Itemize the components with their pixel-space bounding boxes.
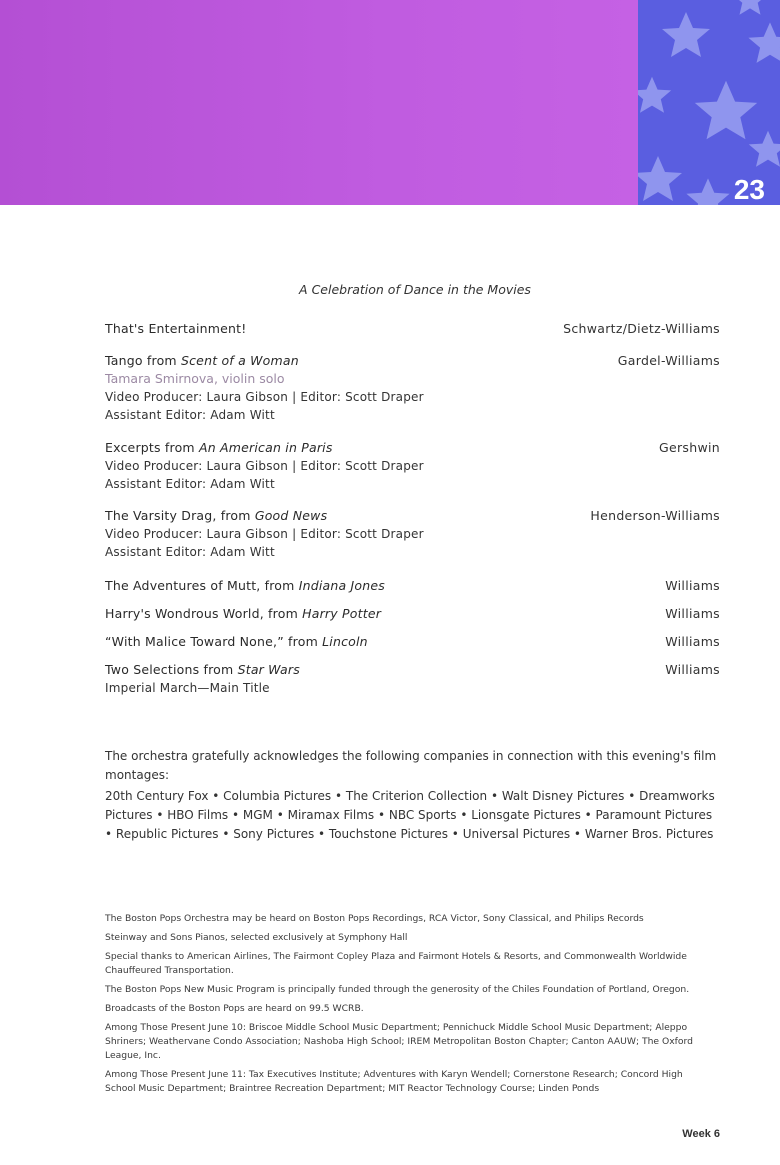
piece-credit: Video Producer: Laura Gibson | Editor: Scott Draper <box>105 459 424 473</box>
piece-composer: Gardel-Williams <box>617 353 720 368</box>
piece-title: The Varsity Drag, from Good News <box>105 508 328 523</box>
program-item <box>105 633 720 651</box>
program-item <box>105 661 720 697</box>
piece-title: Tango from Scent of a Woman <box>105 353 299 368</box>
note: The Boston Pops Orchestra may be heard on Boston Pops Recordings, RCA Victor, Sony Classical, and Philips Records <box>105 913 644 924</box>
note: Among Those Present June 10: Briscoe Middle School Music Department; Pennichuck Middle School Music Department; Aleppo Shriners; Weathervane Condo Association; Nashoba High School; IREM Metropolitan Boston Chapter; Canton AAUW; The Oxford League, Inc. <box>105 1022 693 1061</box>
piece-composer: Williams <box>665 578 720 593</box>
piece-title: Excerpts from An American in Paris <box>105 440 333 455</box>
piece-title: “With Malice Toward None,” from Lincoln <box>105 634 368 649</box>
program-item <box>105 320 720 338</box>
piece-composer: Schwartz/Dietz-Williams <box>563 321 720 336</box>
piece-soloist: Tamara Smirnova, violin solo <box>105 371 285 386</box>
piece-title: The Adventures of Mutt, from Indiana Jones <box>105 578 385 593</box>
acknowledgment-intro: The orchestra gratefully acknowledges the following companies in connection with this evening's film montages: <box>105 749 717 782</box>
program-list <box>105 320 720 695</box>
footer-week: Week 6 <box>682 1128 720 1140</box>
piece-credit: Video Producer: Laura Gibson | Editor: Scott Draper <box>105 390 424 404</box>
piece-composer: Gershwin <box>659 440 720 455</box>
piece-composer: Williams <box>665 634 720 649</box>
company-list: 20th Century Fox • Columbia Pictures • The Criterion Collection • Walt Disney Pictures • Dreamworks Pictures • HBO Films • MGM • Miramax Films • NBC Sports • Lionsgate Pictures • Paramount Pictures • Republic Pictures • Sony Pictures • Touchstone Pictures • Universal Pictures • Warner Bros. Pictures <box>105 789 715 841</box>
piece-title: Harry's Wondrous World, from Harry Potter <box>105 606 382 621</box>
program-item <box>105 507 720 561</box>
program-item <box>105 577 720 595</box>
note: Steinway and Sons Pianos, selected exclusively at Symphony Hall <box>105 932 408 943</box>
program-item <box>105 439 720 493</box>
piece-composer: Henderson-Williams <box>590 508 720 523</box>
note: The Boston Pops New Music Program is principally funded through the generosity of the Chiles Foundation of Portland, Oregon. <box>105 984 690 995</box>
piece-composer: Williams <box>665 606 720 621</box>
note: Among Those Present June 11: Tax Executives Institute; Adventures with Karyn Wendell; Cornerstone Research; Concord High School Music Department; Braintree Recreation Department; MIT Reactor Technology Course; Linden Ponds <box>105 1069 683 1094</box>
piece-credit: Imperial March—Main Title <box>105 681 270 695</box>
piece-credit: Assistant Editor: Adam Witt <box>105 408 275 422</box>
notes <box>105 912 705 1101</box>
acknowledgment <box>105 747 717 844</box>
note: Broadcasts of the Boston Pops are heard on 99.5 WCRB. <box>105 1003 364 1014</box>
piece-composer: Williams <box>665 662 720 677</box>
page-number: 23 <box>733 174 765 205</box>
piece-credit: Assistant Editor: Adam Witt <box>105 477 275 491</box>
section-title: A Celebration of Dance in the Movies <box>299 282 531 297</box>
program-item <box>105 352 720 424</box>
note: Special thanks to American Airlines, The Fairmont Copley Plaza and Fairmont Hotels & Resorts, and Commonwealth Worldwide Chauffeured Transportation. <box>105 951 687 976</box>
program-item <box>105 605 720 623</box>
piece-title: Two Selections from Star Wars <box>105 662 300 677</box>
piece-credit: Video Producer: Laura Gibson | Editor: Scott Draper <box>105 527 424 541</box>
piece-title: That's Entertainment! <box>105 321 247 336</box>
piece-credit: Assistant Editor: Adam Witt <box>105 545 275 559</box>
